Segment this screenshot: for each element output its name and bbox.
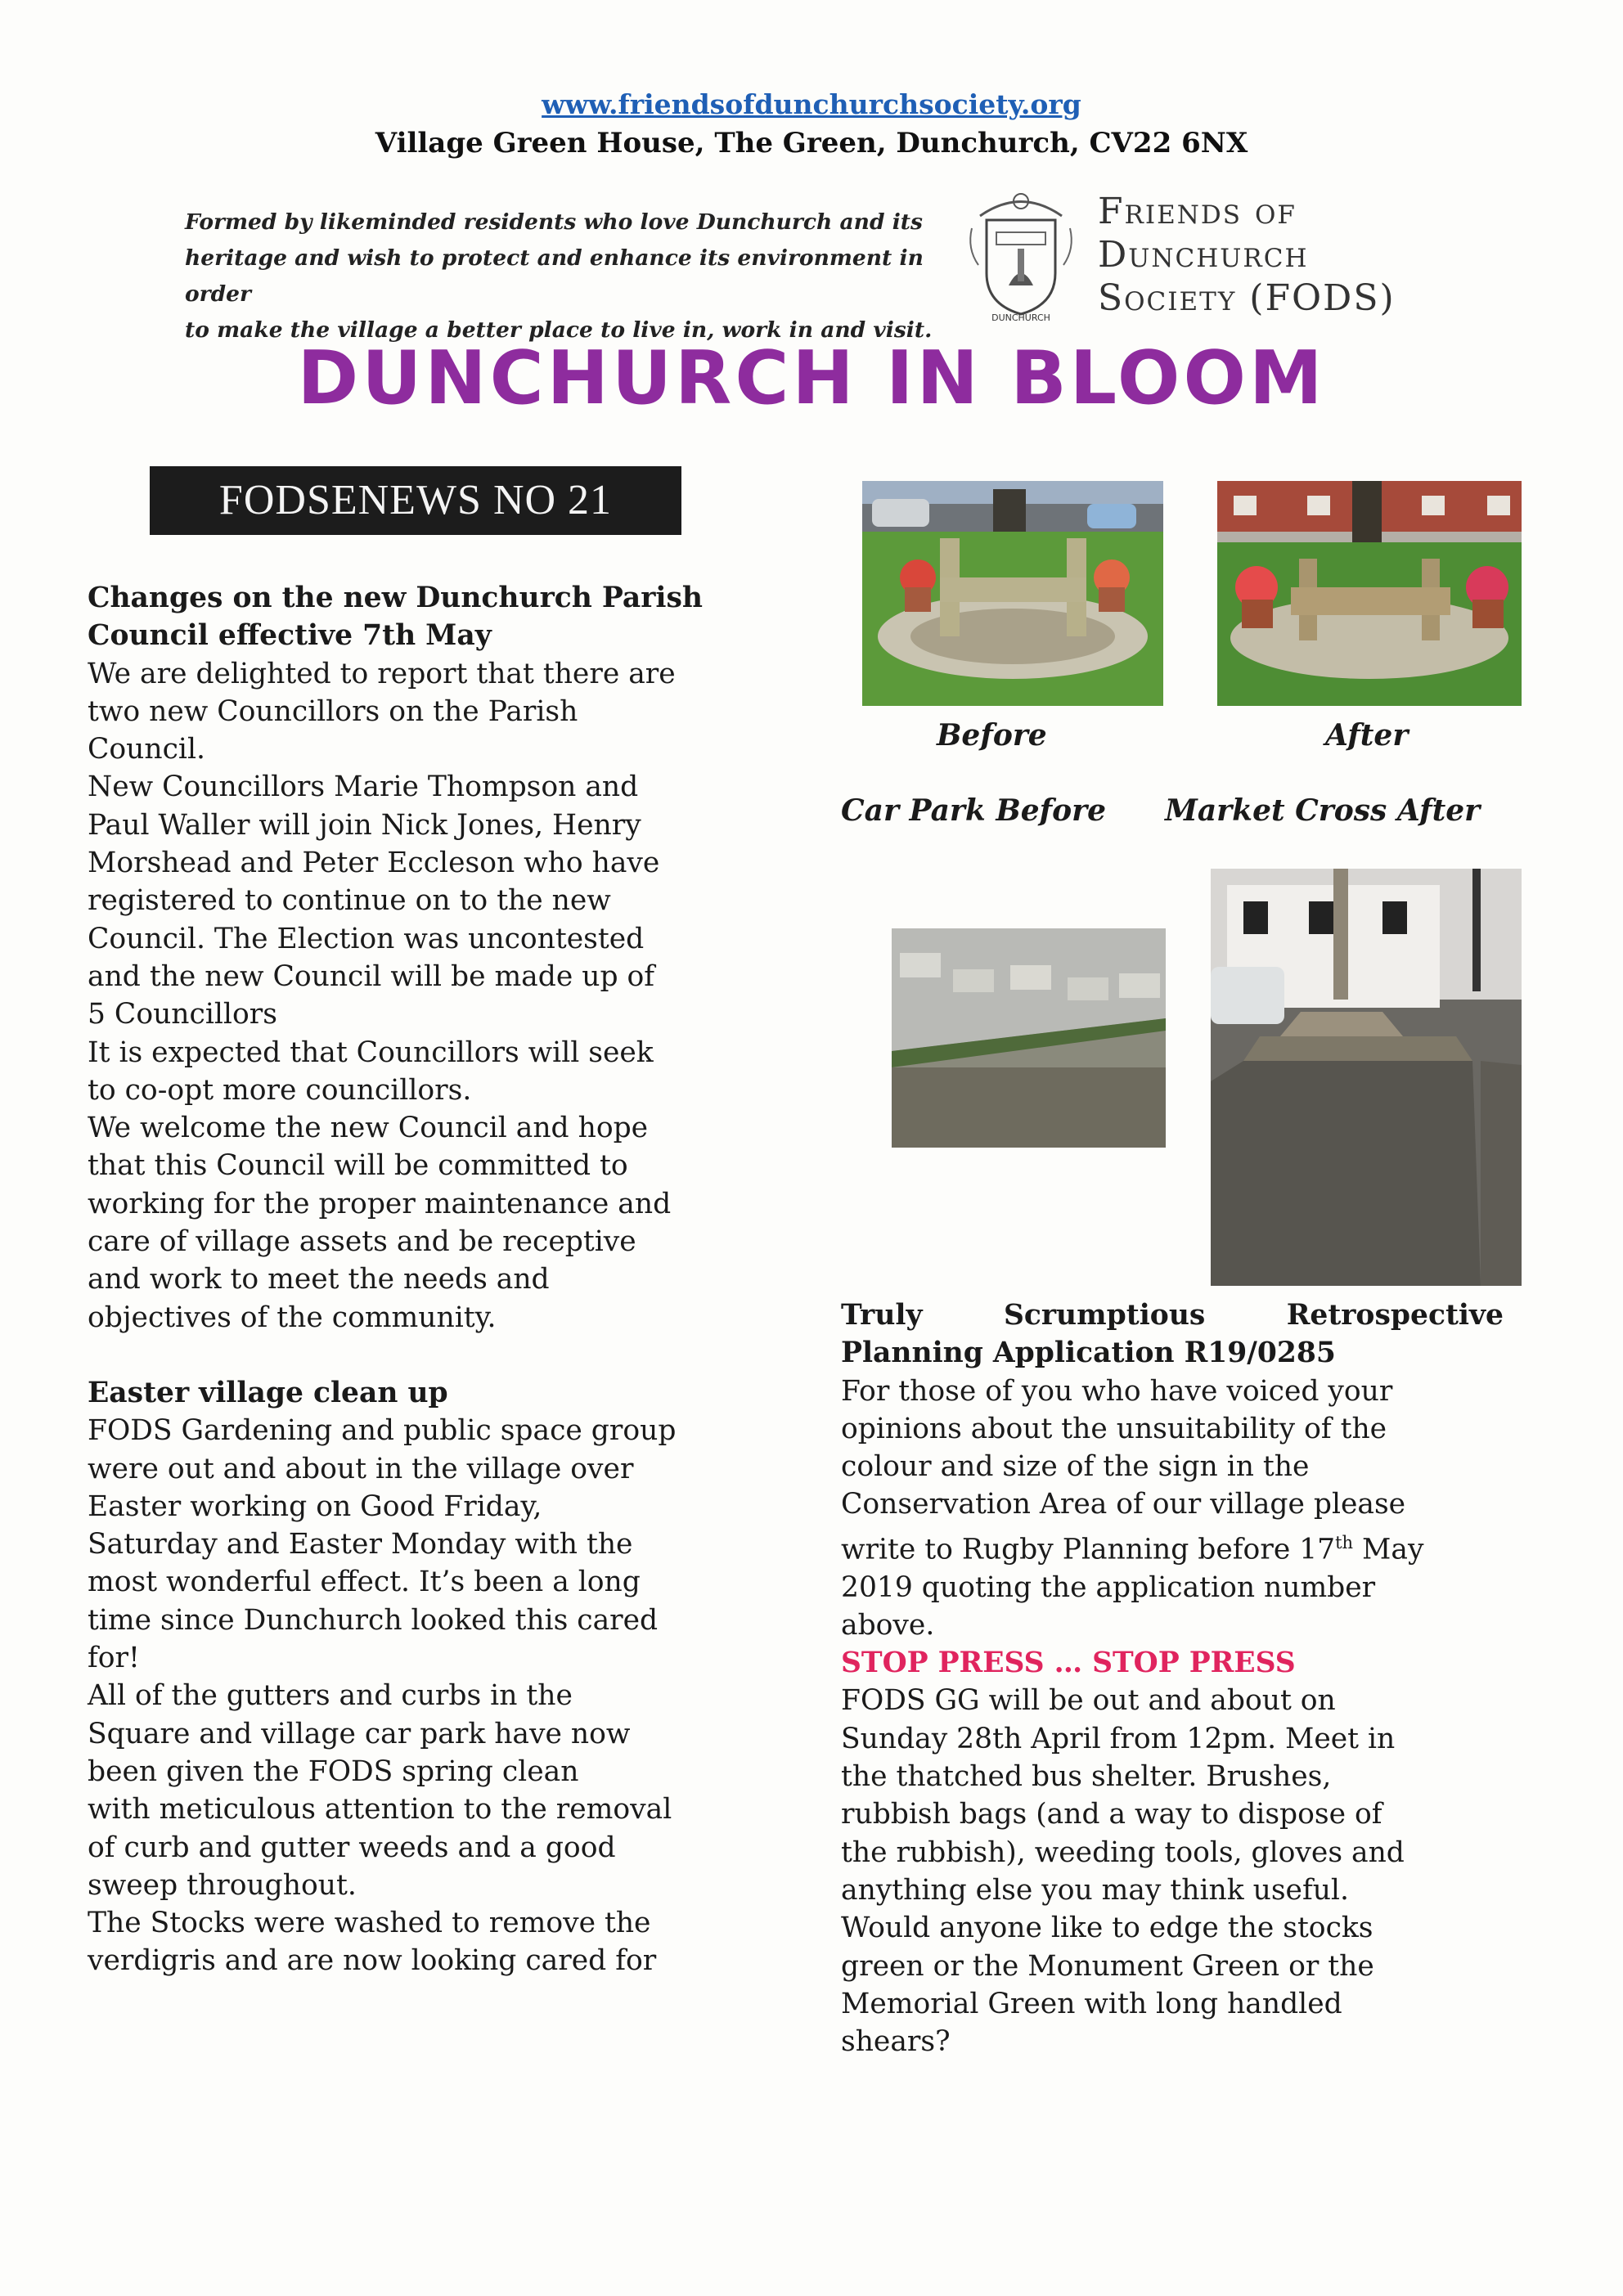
body-line: Council. [88,733,205,766]
body-line: and the new Council will be made up of [88,959,655,993]
body-line: that this Council will be committed to [88,1149,628,1183]
body-line: For those of you who have voiced your [841,1374,1393,1408]
body-line: sweep throughout. [88,1868,357,1902]
website-link[interactable]: www.friendsofdunchurchsociety.org [542,88,1081,120]
body-line: 2019 quoting the application number [841,1570,1376,1604]
section-body [88,655,767,1337]
society-name [1098,190,1396,320]
section-heading: Changes on the new Dunchurch Parish [88,582,704,614]
heading-word: Truly [841,1299,923,1332]
body-line: FODS Gardening and public space group [88,1414,677,1448]
body-line: All of the gutters and curbs in the [88,1679,573,1713]
market-cross-after-photo [1211,869,1522,1286]
stocks-after-photo [1217,481,1522,706]
body-line: Would anyone like to edge the stocks [841,1912,1373,1945]
body-line: FODS GG will be out and about on [841,1684,1336,1718]
body-line: We welcome the new Council and hope [88,1112,649,1145]
body-line: Easter working on Good Friday, [88,1489,542,1523]
body-line: and work to meet the needs and [88,1263,550,1296]
body-line: Saturday and Easter Monday with the [88,1528,633,1561]
society-address: Village Green House, The Green, Dunchurch, CV22 6NX [375,127,1248,160]
article-heading: Planning Application R19/0285 [841,1337,1336,1370]
mission-line: heritage and wish to protect and enhance its environment in order [185,245,924,307]
body-line: with meticulous attention to the removal [88,1793,672,1826]
body-line: two new Councillors on the Parish [88,694,578,728]
body-line: Conservation Area of our village please [841,1488,1406,1521]
body-line: Square and village car park have now [88,1717,631,1750]
body-line: The Stocks were washed to remove the [88,1907,651,1940]
heading-word: Retrospective [1286,1299,1504,1332]
body-line: 5 Councillors [88,998,277,1031]
body-line: objectives of the community. [88,1301,497,1334]
body-line: Council. The Election was uncontested [88,922,645,955]
body-line: anything else you may think useful. [841,1873,1349,1907]
body-line: been given the FODS spring clean [88,1755,579,1788]
article-body [841,1682,1504,2060]
mission-line: to make the village a better place to live in, work in and visit. [185,317,933,343]
society-name-line: Friends of [1098,191,1297,232]
section-heading: Council effective 7th May [88,619,492,653]
article-body [841,1569,1504,1645]
stop-press-heading: STOP PRESS … STOP PRESS [841,1647,1296,1680]
body-line: working for the proper maintenance and [88,1187,672,1220]
body-line: opinions about the unsuitability of the [841,1412,1387,1445]
caption-car-park-before: Car Park Before [841,793,1107,828]
right-column [841,1296,1504,2060]
body-line: green or the Monument Green or the [841,1949,1374,1983]
newsletter-label: FODSENEWS NO 21 [150,466,681,535]
society-name-line: Dunchurch [1098,234,1309,276]
heading-word: Scrumptious [1003,1299,1206,1332]
body-line: New Councillors Marie Thompson and [88,771,639,804]
body-line: registered to continue on to the new [88,884,611,918]
mission-statement [185,204,937,348]
body-line: of curb and gutter weeds and a good [88,1831,616,1864]
banner-title: DUNCHURCH IN BLOOM [297,335,1326,421]
society-name-line: Society (FODS) [1098,277,1396,319]
body-line: colour and size of the sign in the [841,1450,1310,1484]
body-line: most wonderful effect. It’s been a long [88,1566,641,1599]
body-line: write to Rugby Planning before 17th May [841,1532,1424,1566]
caption-after: After [1325,718,1409,753]
body-line: verdigris and are now looking cared for [88,1944,657,1978]
body-line: were out and about in the village over [88,1452,634,1485]
car-park-before-photo [892,928,1166,1148]
body-line: Morshead and Peter Eccleson who have [88,847,660,880]
body-line: We are delighted to report that there are [88,657,676,690]
body-line: time since Dunchurch looked this cared [88,1603,659,1637]
body-line: Sunday 28th April from 12pm. Meet in [841,1722,1396,1755]
body-line: the rubbish), weeding tools, gloves and [841,1835,1405,1869]
body-line: Paul Waller will join Nick Jones, Henry [88,808,641,842]
article-heading [841,1296,1504,1334]
section-body [88,1412,767,1979]
body-line: the thatched bus shelter. Brushes, [841,1760,1332,1794]
body-line: Memorial Green with long handled [841,1987,1342,2020]
body-line: to co-opt more councillors. [88,1073,472,1107]
body-line: care of village assets and be receptive [88,1225,636,1259]
caption-before: Before [937,718,1047,753]
mission-line: Formed by likeminded residents who love Dunchurch and its [185,209,923,235]
caption-market-cross-after: Market Cross After [1165,793,1481,828]
body-line: shears? [841,2025,951,2059]
section-heading: Easter village clean up [88,1376,448,1409]
body-line: rubbish bags (and a way to dispose of [841,1798,1382,1831]
body-line: for! [88,1642,140,1675]
logo-caption: DUNCHURCH [991,312,1050,322]
left-column [88,579,767,1980]
society-crest-logo [964,183,1078,322]
body-line: above. [841,1608,935,1642]
article-body [841,1373,1504,1524]
body-line: It is expected that Councillors will seek [88,1036,654,1069]
stocks-before-photo [862,481,1163,706]
